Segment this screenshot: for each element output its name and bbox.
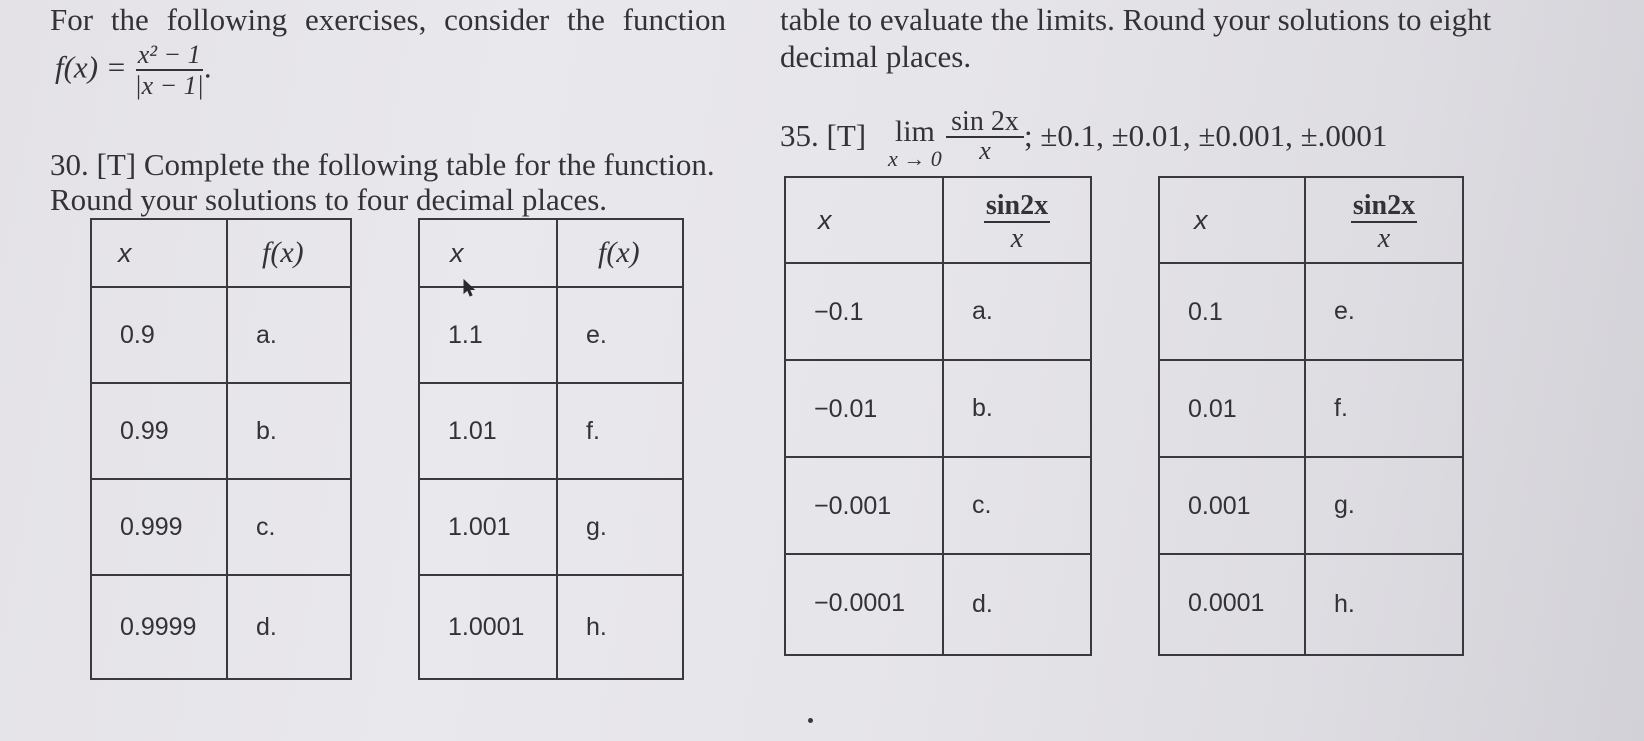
exercise-35-prompt	[780, 118, 866, 154]
exercise-35-table	[784, 176, 1464, 656]
cell-x: 0.001	[1159, 457, 1305, 554]
cell-x: 0.9	[91, 287, 227, 383]
function-denominator: |x − 1|	[134, 71, 204, 100]
header-x: x	[1159, 177, 1305, 263]
cell-x: 1.0001	[419, 575, 557, 679]
cell-x: −0.0001	[785, 554, 943, 655]
cell-x: −0.1	[785, 263, 943, 360]
limit-values: ; ±0.1, ±0.01, ±0.001, ±.0001	[1024, 118, 1388, 153]
cell-answer-a: a.	[943, 263, 1091, 360]
function-fraction	[134, 42, 203, 99]
header-fx: f(x)	[557, 219, 683, 287]
exercise-35-label: 35. [T]	[780, 118, 867, 153]
cell-answer-g: g.	[557, 479, 683, 575]
table-spacer	[351, 219, 419, 679]
cell-x: 1.001	[419, 479, 557, 575]
limit-numerator: sin 2x	[946, 108, 1024, 138]
cell-x: 0.1	[1159, 263, 1305, 360]
cell-answer-c: c.	[227, 479, 351, 575]
cell-answer-h: h.	[557, 575, 683, 679]
limit-denominator: x	[979, 136, 991, 165]
cell-x: 0.9999	[91, 575, 227, 679]
intro-right-line2: decimal places.	[780, 39, 972, 74]
exercise-30-instruction: 30. [T] Complete the following table for the function.	[50, 147, 715, 182]
limit-expression	[888, 116, 942, 170]
cell-x: 1.1	[419, 287, 557, 383]
cell-answer-h: h.	[1305, 554, 1463, 655]
header-sin2x-over-x: $\frac{\sin 2x}{x}$	[1305, 177, 1463, 263]
cell-answer-d: d.	[227, 575, 351, 679]
function-numerator: x² − 1	[137, 40, 201, 69]
cell-x: 0.0001	[1159, 554, 1305, 655]
header-x: x	[91, 219, 227, 287]
mouse-cursor-icon	[462, 278, 478, 298]
cell-x: −0.01	[785, 360, 943, 457]
cell-x: 0.99	[91, 383, 227, 479]
cell-answer-e: e.	[1305, 263, 1463, 360]
limit-fraction	[946, 108, 1024, 164]
header-sin2x-over-x: $\frac{\sin 2x}{x}$	[943, 177, 1091, 263]
function-definition	[55, 42, 212, 99]
limit-lim: lim	[894, 115, 935, 148]
cell-answer-b: b.	[227, 383, 351, 479]
cell-answer-b: b.	[943, 360, 1091, 457]
exercise-30-table	[90, 218, 684, 680]
cell-answer-e: e.	[557, 287, 683, 383]
intro-right-line1: table to evaluate the limits. Round your solutions to eight	[780, 2, 1492, 37]
cell-x: 0.999	[91, 479, 227, 575]
header-x: x	[419, 219, 557, 287]
header-fx: f(x)	[227, 219, 351, 287]
header-x: x	[785, 177, 943, 263]
cell-answer-c: c.	[943, 457, 1091, 554]
exercise-30-line2: Round your solutions to four decimal places.	[50, 182, 608, 217]
cell-answer-a: a.	[227, 287, 351, 383]
cell-answer-d: d.	[943, 554, 1091, 655]
intro-text	[50, 2, 726, 38]
cell-answer-f: f.	[557, 383, 683, 479]
table-spacer	[1091, 177, 1159, 655]
stray-dot	[808, 718, 813, 723]
exercise-30-line1	[50, 147, 715, 183]
cell-answer-f: f.	[1305, 360, 1463, 457]
function-lhs: f(x) =	[55, 49, 127, 85]
cell-x: −0.001	[785, 457, 943, 554]
limit-subscript: x → 0	[888, 146, 942, 171]
function-end: .	[203, 49, 212, 85]
cell-answer-g: g.	[1305, 457, 1463, 554]
intro-line: For the following exercises, consider the function	[50, 2, 726, 37]
cell-x: 0.01	[1159, 360, 1305, 457]
cell-x: 1.01	[419, 383, 557, 479]
